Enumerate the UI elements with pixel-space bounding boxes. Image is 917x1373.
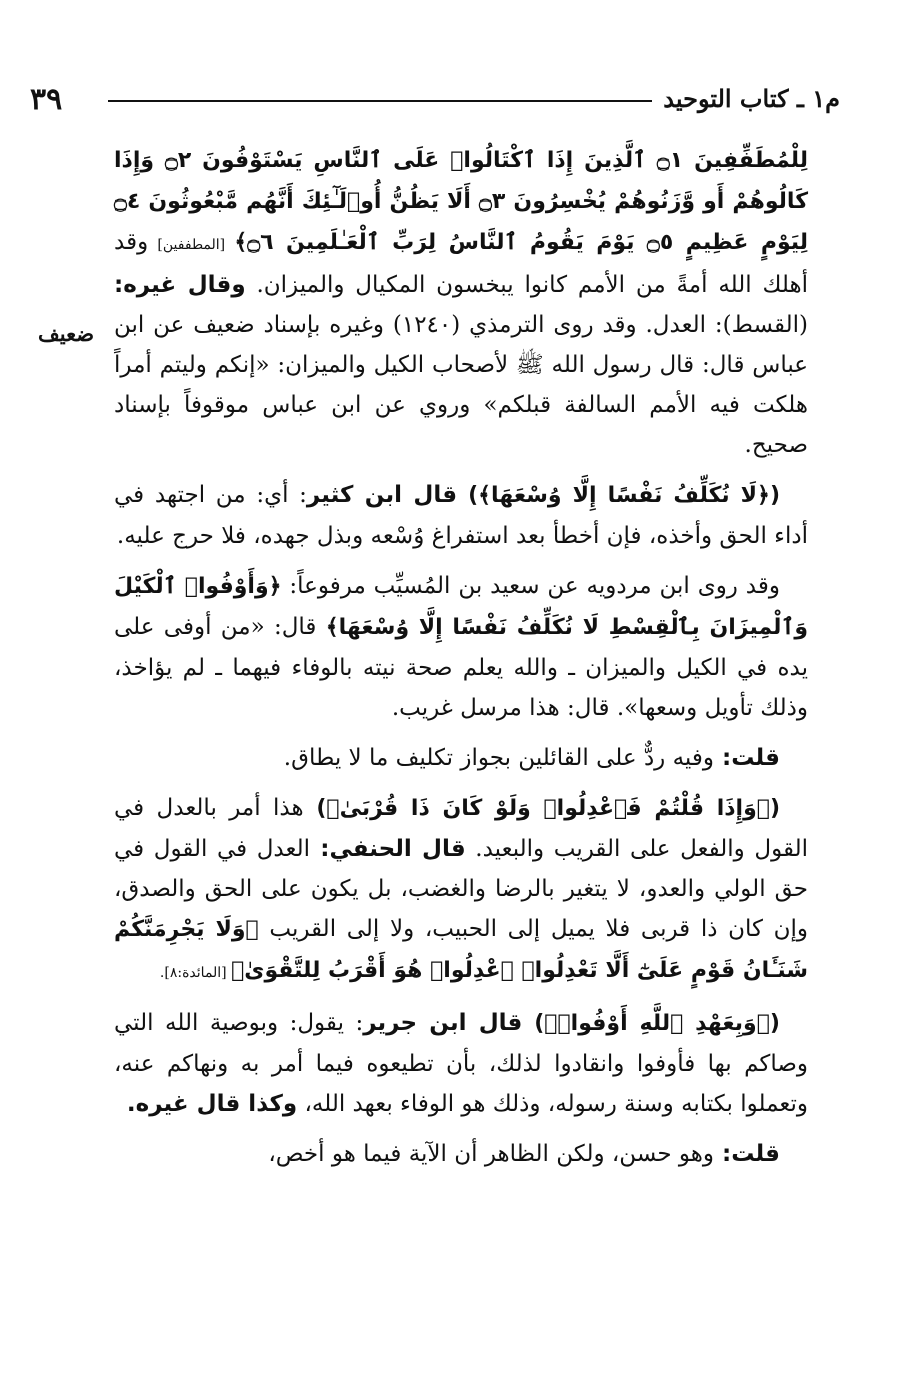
paragraph	[114, 788, 808, 993]
quran-verse: ﴿وَلَا يَجْرِمَنَّكُمْ شَنَـَٔانُ قَوْمٍ عَلَىٰٓ أَلَّا تَعْدِلُوا۟ ٱعْدِلُوا۟ هُوَ أَقْرَبُ لِلتَّقْوَىٰ﴾	[114, 917, 808, 983]
body-text: (القسط): العدل. وقد روى الترمذي (١٢٤٠) وغيره بإسناد ضعيف عن ابن عباس قال: قال رسول الله ﷺ لأصحاب الكيل والميزان: «إنكم وليتم أمراً هلكت فيه الأمم السالفة قبلكم» وروي عن ابن عباس موقوفاً بإسناد صحيح.	[114, 312, 808, 458]
verse-reference: [المائدة:٨].	[159, 965, 232, 981]
page-header	[30, 82, 840, 116]
body-text: : يقول: وبوصية الله التي وصاكم بها فأوفوا وانقادوا لذلك، بأن تطيعوه فيما أمر به ونهاكم عنه، وتعملوا بكتابه وسنة رسوله، وذلك هو الوفاء بعهد الله،	[114, 1010, 808, 1117]
bold-label: قال ابن كثير	[306, 482, 458, 508]
body-text: وفيه ردٌّ على القائلين بجواز تكليف ما لا يطاق.	[283, 745, 714, 771]
quran-verse: (﴿وَبِعَهْدِ ٱللَّهِ أَوْفُوا۟﴾)	[522, 1011, 780, 1036]
paragraph	[114, 475, 808, 556]
verse-reference: [المطففين]	[148, 237, 235, 253]
running-title: م١ ـ كتاب التوحيد	[663, 84, 840, 113]
bold-label: وقال غيره:	[114, 272, 246, 298]
paragraph	[114, 140, 808, 465]
bold-label: قلت:	[713, 745, 780, 771]
quran-verse: ﴿وَأَوْفُوا۟ ٱلْكَيْلَ وَٱلْمِيزَانَ بِٱلْقِسْطِ لَا نُكَلِّفُ نَفْسًا إِلَّا وُسْعَهَا﴾	[114, 574, 809, 640]
page-number: ٣٩	[30, 82, 63, 117]
paragraph	[114, 738, 808, 778]
page-body	[114, 140, 808, 1184]
paragraph	[114, 1134, 808, 1174]
body-text: وهو حسن، ولكن الظاهر أن الآية فيما هو أخص،	[268, 1141, 714, 1167]
paragraph	[114, 1003, 808, 1124]
header-rule	[108, 100, 652, 102]
body-text: : أي: من اجتهد في أداء الحق وأخذه، فإن أخطأ بعد استفراغ وُسْعه وبذل جهده، فلا حرج عليه.	[114, 482, 808, 549]
quran-verse: (﴿وَإِذَا قُلْتُمْ فَٱعْدِلُوا۟ وَلَوْ كَانَ ذَا قُرْبَىٰ﴾)	[303, 796, 780, 821]
body-text: وقد أهلك الله أمةً من الأمم كانوا يبخسون المكيال والميزان.	[114, 229, 808, 298]
body-text: وقد روى ابن مردويه عن سعيد بن المُسيِّب مرفوعاً:	[281, 573, 780, 599]
body-text: هذا أمر بالعدل في القول والفعل على القريب والبعيد.	[114, 795, 808, 862]
bold-label: قال الحنفي:	[309, 836, 466, 862]
body-text: العدل في القول في حق الولي والعدو، لا يتغير بالرضا والغضب، بل يكون على الحق والصدق، وإن كان ذا قربى فلا يميل إلى الحبيب، ولا إلى القريب	[114, 836, 808, 942]
bold-label: قال ابن جرير	[363, 1010, 523, 1036]
quran-verse: (﴿لَا نُكَلِّفُ نَفْسًا إِلَّا وُسْعَهَا﴾)	[457, 483, 780, 508]
paragraph	[114, 566, 808, 728]
margin-note: ضعيف	[38, 321, 95, 346]
bold-label: وكذا قال غيره.	[126, 1091, 298, 1117]
bold-label: قلت:	[713, 1141, 780, 1167]
quran-verse: لِلْمُطَفِّفِينَ ۝١ ٱلَّذِينَ إِذَا ٱكْتَالُوا۟ عَلَى ٱلنَّاسِ يَسْتَوْفُونَ ۝٢ وَإِذَا كَالُوهُمْ أَو وَّزَنُوهُمْ يُخْسِرُونَ ۝٣ أَلَا يَظُنُّ أُو۟لَـٰٓئِكَ أَنَّهُم مَّبْعُوثُونَ ۝٤ لِيَوْمٍ عَظِيمٍ ۝٥ يَوْمَ يَقُومُ ٱلنَّاسُ لِرَبِّ ٱلْعَـٰلَمِينَ ۝٦﴾	[114, 148, 809, 255]
body-text: قال: «من أوفى على يده في الكيل والميزان ـ والله يعلم صحة نيته بالوفاء فيهما ـ لم يؤاخذ، وذلك تأويل وسعها». قال: هذا مرسل غريب.	[114, 614, 808, 721]
